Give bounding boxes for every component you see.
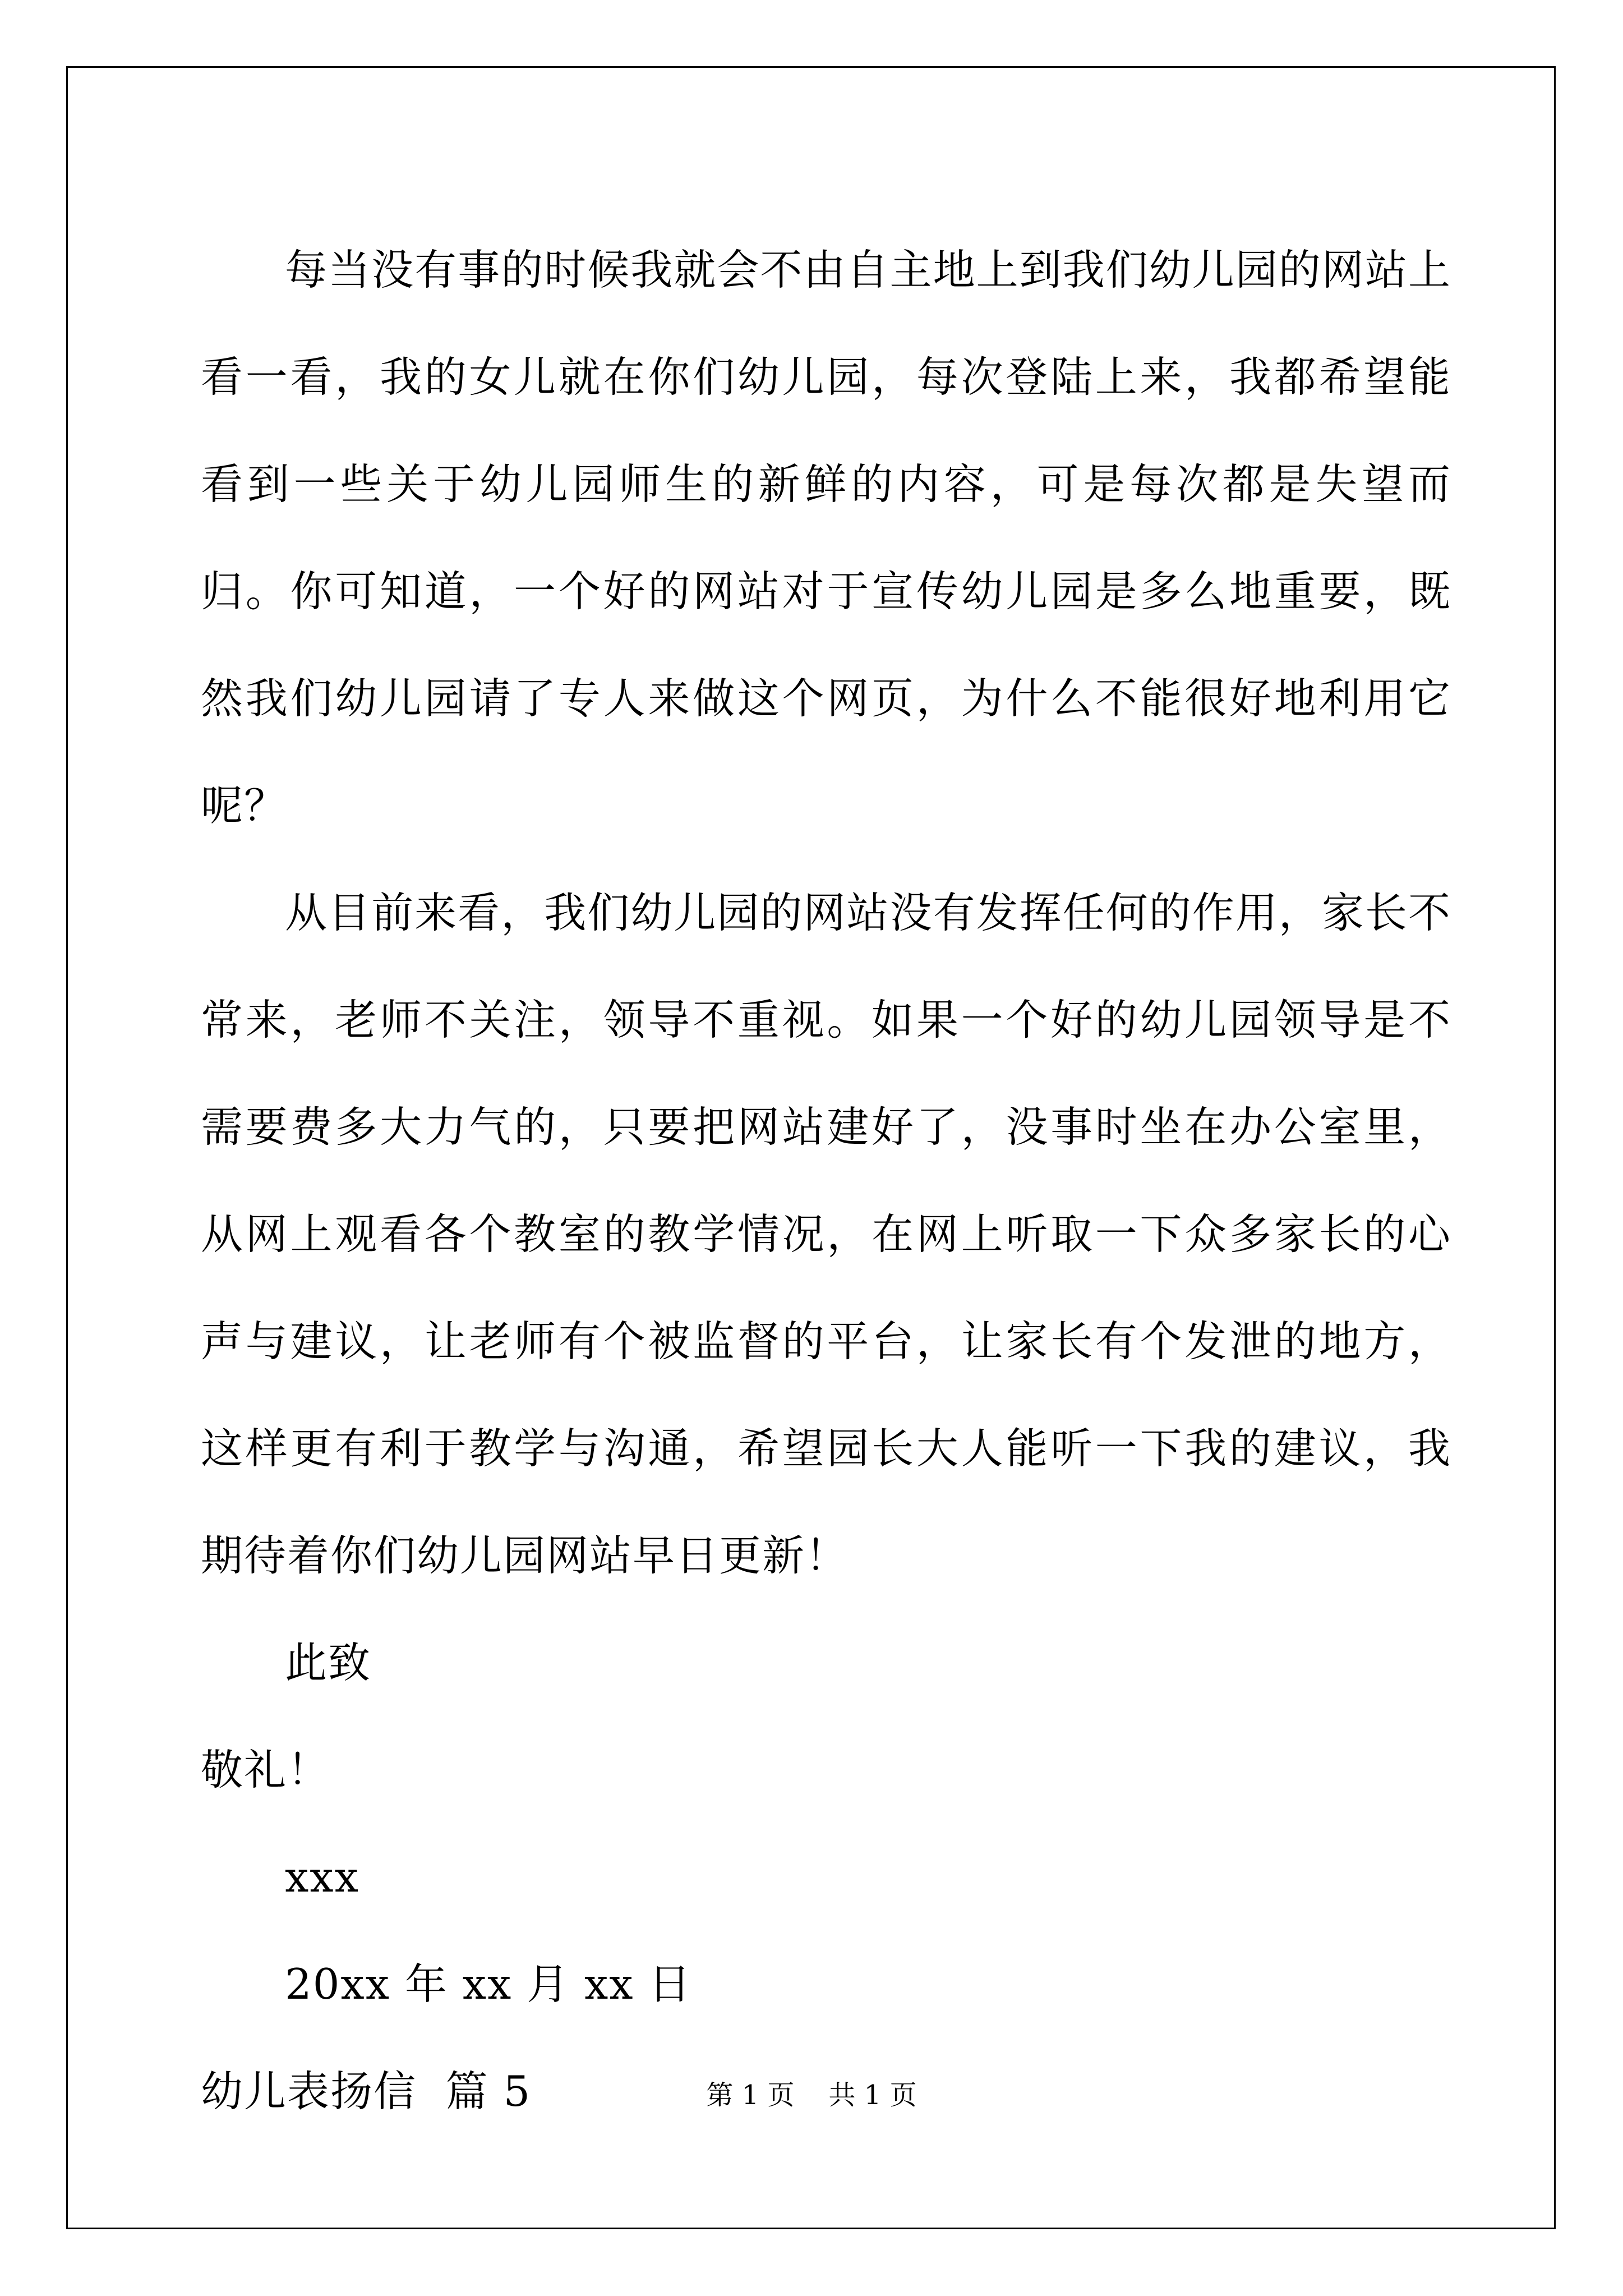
letter-body [201,217,1451,2145]
page-footer: 第 1 页 共 1 页 [706,2079,917,2111]
paragraph-website-suggestion: 从目前来看，我们幼儿园的网站没有发挥任何的作用，家长不常来，老师不关注，领导不重视。如果一个好的幼儿园领导是不需要费多大力气的，只要把网站建好了，没事时坐在办公室里，从网上观看各个教室的教学情况，在网上听取一下众多家长的心声与建议，让老师有个被监督的平台，让家长有个发泄的地方，这样更有利于教学与沟通，希望园长大人能听一下我的建议，我期待着你们幼儿园网站早日更新！ [201,888,1451,1580]
section-heading: 幼儿表扬信 篇 5 [201,2067,532,2116]
letter-date: 20xx 年 xx 月 xx 日 [285,1959,692,2009]
paragraph-website-concern: 每当没有事的时候我就会不由自主地上到我们幼儿园的网站上看一看，我的女儿就在你们幼儿园，每次登陆上来，我都希望能看到一些关于幼儿园师生的新鲜的内容，可是每次都是失望而归。你可知道，一个好的网站对于宣传幼儿园是多么地重要，既然我们幼儿园请了专人来做这个网页，为什么不能很好地利用它呢？ [201,245,1451,830]
salute: 敬礼！ [201,1745,331,1795]
closing-phrase: 此致 [285,1638,372,1687]
signature: xxx [285,1852,359,1902]
